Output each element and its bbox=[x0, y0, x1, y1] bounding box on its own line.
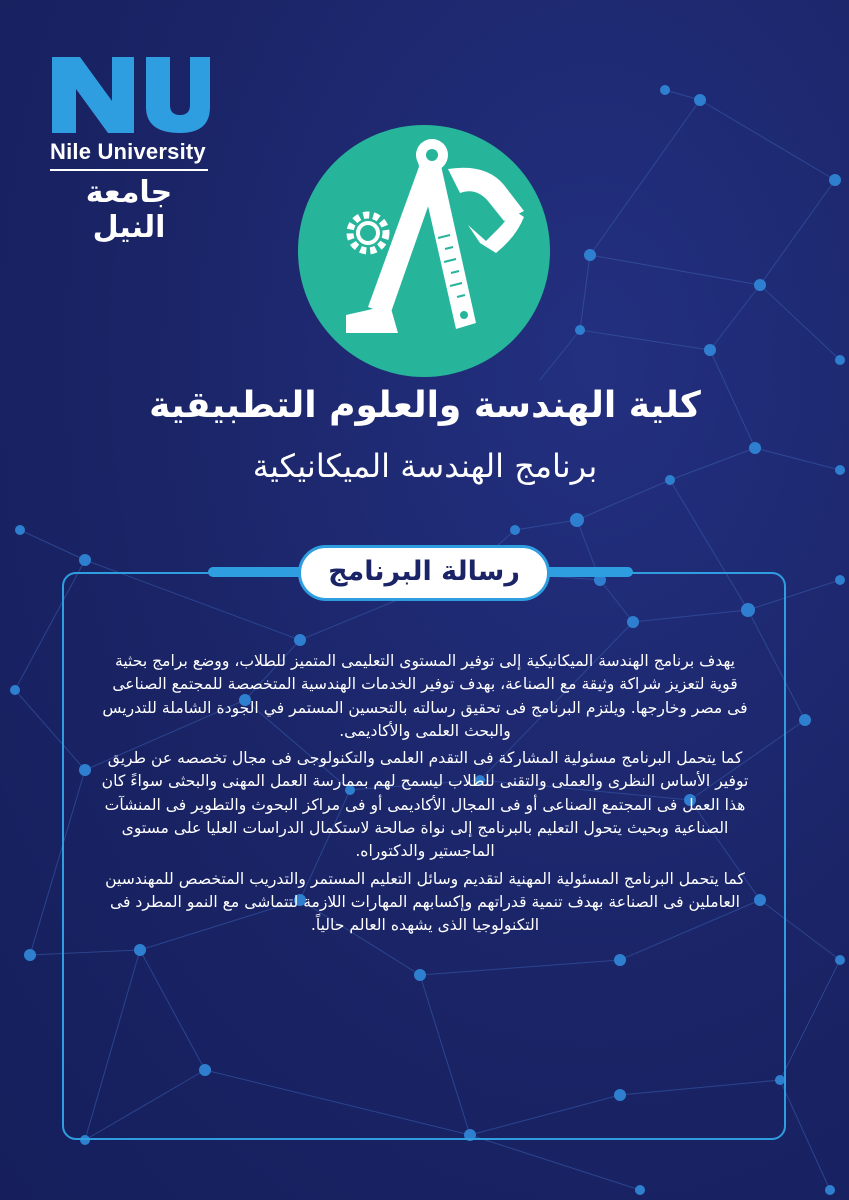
logo-name-ar: جامعة النيل bbox=[85, 175, 173, 245]
robotic-arm-icon bbox=[298, 125, 550, 377]
program-title: برنامج الهندسة الميكانيكية bbox=[252, 447, 598, 485]
logo-name-en: Nile University bbox=[50, 139, 206, 164]
mission-paragraph-3: كما يتحمل البرنامج المسئولية المهنية لتقديم وسائل التعليم المستمر والتدريب المتخصص للمهندسين العاملين فى الصناعة بهدف تنمية قدراتهم وإكسابهم المهارات اللازمة لتتماشى مع النمو المطرد فى التكنولوجيا الذى يشهده العالم حالياً. bbox=[105, 869, 745, 935]
logo-divider bbox=[50, 169, 208, 171]
faculty-title: كلية الهندسة والعلوم التطبيقية bbox=[149, 385, 701, 426]
nile-university-logo bbox=[50, 55, 220, 245]
mission-paragraph-1: يهدف برنامج الهندسة الميكانيكية إلى توفير المستوى التعليمى المتميز للطلاب، ووضع برامج بحثية قوية لتعزيز شراكة وثيقة مع الصناعة، بهدف توفير الخدمات الهندسية المتخصصة للمجتمع الصناعى فى مصر وخارجها. ويلتزم البرنامج فى تحقيق رسالته بالتحسين المستمر في الجودة الشاملة للتدريس والبحث العلمى والأكاديمى. bbox=[102, 652, 748, 740]
nu-logo-mark-icon bbox=[50, 55, 210, 135]
mission-text bbox=[100, 650, 750, 942]
mission-paragraph-2: كما يتحمل البرنامج مسئولية المشاركة فى التقدم العلمى والتكنولوجى فى مجال تخصصه عن طريق توفير الأساس النظرى والعملى والتقنى للطلاب ليسمح لهم بممارسة العمل المهنى والبحثى سواءً كان هذا العمل فى المجتمع الصناعى أو فى المجال الأكاديمى أو فى مراكز البحوث والتطوير فى المنشآت الصناعية وبحيث يتحول التعليم بالبرنامج إلى نواة صالحة لاستكمال الدراسات العليا على مستوى الماجستير والدكتوراه. bbox=[101, 749, 749, 861]
section-title: رسالة البرنامج bbox=[298, 545, 550, 601]
